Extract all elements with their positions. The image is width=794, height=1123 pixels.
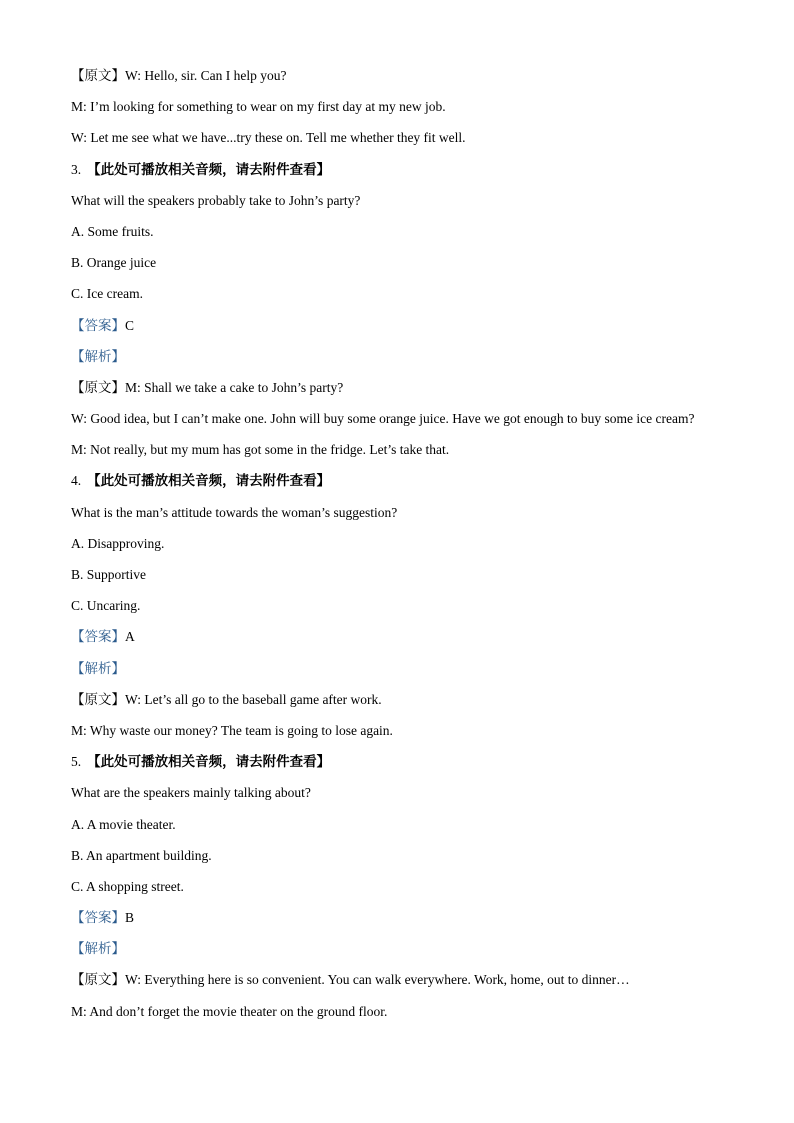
option-a: A. A movie theater.: [71, 816, 176, 832]
answer-line: [71, 310, 771, 341]
analysis-line: [71, 933, 771, 964]
option-c: C. Ice cream.: [71, 286, 143, 302]
document-body: [71, 60, 771, 1027]
question-header: [71, 465, 771, 496]
option-b: B. An apartment building.: [71, 847, 212, 863]
transcript-text: W: Hello, sir. Can I help you?: [125, 68, 287, 83]
option-a: A. Some fruits.: [71, 223, 154, 239]
audio-note: 【此处可播放相关音频，请去附件查看】: [87, 754, 331, 770]
transcript-label: 【原文】: [71, 379, 125, 395]
analysis-label: 【解析】: [71, 660, 125, 676]
answer-value: B: [125, 910, 135, 926]
transcript-line: [71, 684, 771, 715]
question-number: 3.: [71, 161, 82, 177]
question-header: [71, 154, 771, 185]
answer-value: C: [125, 317, 135, 333]
transcript-text: M: Shall we take a cake to John’s party?: [125, 379, 344, 395]
transcript-label: 【原文】: [71, 691, 125, 707]
option-c: C. Uncaring.: [71, 598, 141, 614]
option-b: B. Supportive: [71, 567, 147, 582]
transcript-label: 【原文】: [71, 972, 125, 988]
transcript-text: W: Everything here is so convenient. You can walk everywhere. Work, home, out to dinner…: [125, 972, 630, 988]
option-b: B. Orange juice: [71, 255, 157, 271]
answer-label: 【答案】: [71, 910, 125, 926]
question-number: 5.: [71, 754, 82, 770]
option-a: A. Disapproving.: [71, 535, 165, 551]
transcript-line: M: Why waste our money? The team is going to lose again.: [71, 722, 393, 738]
question-prompt: What is the man’s attitude towards the woman’s suggestion?: [71, 504, 398, 520]
analysis-line: [71, 653, 771, 684]
transcript-line: M: I’m looking for something to wear on my first day at my new job.: [71, 99, 446, 115]
audio-note: 【此处可播放相关音频，请去附件查看】: [87, 161, 331, 177]
option-c: C. A shopping street.: [71, 878, 184, 894]
transcript-line: M: And don’t forget the movie theater on the ground floor.: [71, 1003, 388, 1019]
transcript-line: [71, 60, 771, 91]
analysis-label: 【解析】: [71, 941, 125, 957]
question-prompt: What are the speakers mainly talking about?: [71, 785, 311, 801]
transcript-line: W: Let me see what we have...try these on. Tell me whether they fit well.: [71, 130, 466, 146]
transcript-line: W: Good idea, but I can’t make one. John will buy some orange juice. Have we got enough to buy some ice cream?: [71, 411, 695, 427]
question-header: [71, 746, 771, 777]
analysis-line: [71, 341, 771, 372]
answer-label: 【答案】: [71, 317, 125, 333]
answer-value: A: [125, 629, 135, 645]
transcript-text: W: Let’s all go to the baseball game after work.: [125, 691, 382, 707]
answer-line: [71, 621, 771, 652]
answer-line: [71, 902, 771, 933]
question-number: 4.: [71, 473, 82, 489]
audio-note: 【此处可播放相关音频，请去附件查看】: [87, 473, 331, 489]
transcript-label: 【原文】: [71, 68, 125, 83]
analysis-label: 【解析】: [71, 348, 125, 364]
transcript-line: M: Not really, but my mum has got some in the fridge. Let’s take that.: [71, 442, 450, 458]
transcript-line: [71, 964, 771, 995]
question-prompt: What will the speakers probably take to John’s party?: [71, 192, 361, 208]
answer-label: 【答案】: [71, 629, 125, 645]
transcript-line: [71, 372, 771, 403]
